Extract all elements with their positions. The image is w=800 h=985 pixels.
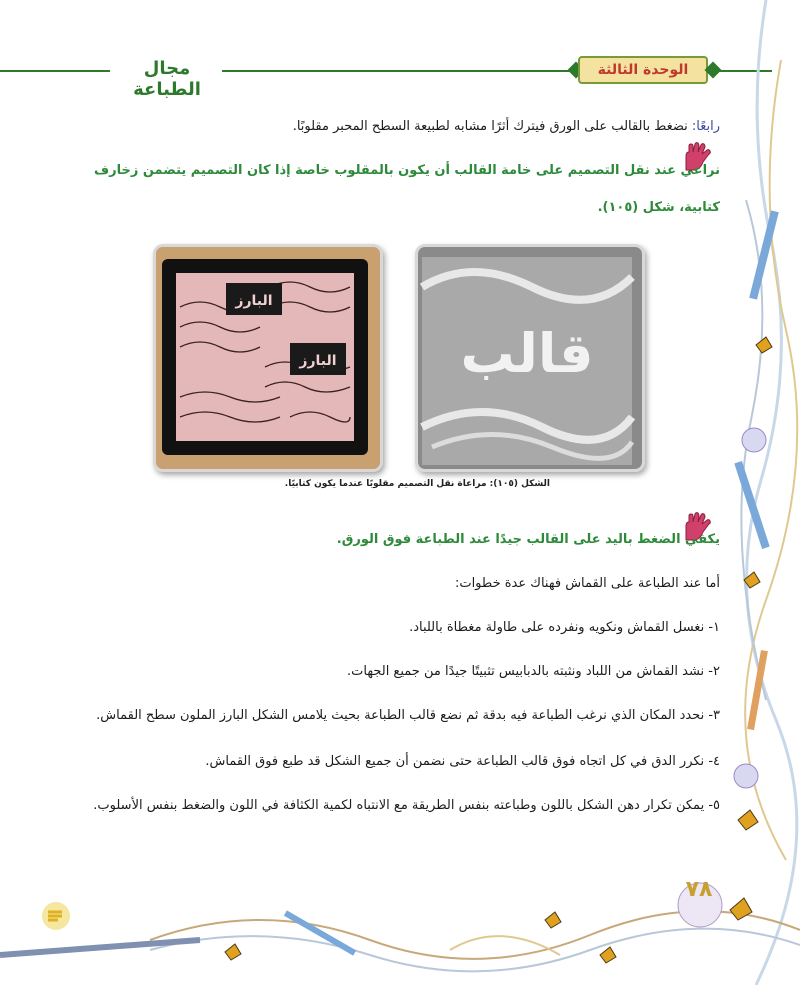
- note-one-line-one: نراعي عند نقل التصميم على خامة القالب أن يكون بالمقلوب خاصة إذا كان التصميم يتضمن زخارف: [94, 163, 720, 178]
- block-relief-text: قالب: [460, 322, 594, 385]
- step-item: ٤- نكرر الدق في كل اتجاه فوق قالب الطباعة حتى نضمن أن جميع الشكل قد طبع فوق القماش.: [205, 754, 720, 769]
- step-item: ١- نغسل القماش ونكويه ونفرده على طاولة مغطاة باللباد.: [409, 620, 720, 635]
- step-item: ٥- يمكن تكرار دهن الشكل باللون وطباعته بنفس الطريقة مع الانتباه لكمية الكثافة في اللون والضغط بنفس الأسلوب.: [93, 798, 720, 813]
- page-number: ٧٨: [685, 877, 713, 902]
- fabric-print-text-top: البارز: [235, 293, 273, 309]
- fabric-print-text-bottom: البارز: [299, 353, 337, 369]
- note-one-line-two: كتابية، شكل (١٠٥).: [597, 200, 720, 215]
- fabric-intro: أما عند الطباعة على القماش فهناك عدة خطوات:: [454, 576, 720, 591]
- header-rule-left: [0, 70, 110, 72]
- printing-block-photo: [415, 244, 645, 472]
- figure-caption: الشكل (١٠٥): مراعاة نقل التصميم مقلوبًا عندما يكون كتابيًا.: [284, 479, 550, 489]
- unit-badge: الوحدة الثالثة: [578, 56, 708, 84]
- side-decoration: [726, 0, 800, 985]
- step-four-text: نضغط بالقالب على الورق فيترك أثرًا مشابه لطبيعة السطح المحبر مقلوبًا.: [292, 119, 692, 134]
- publisher-logo-icon: [40, 900, 72, 932]
- header-rule-middle: [222, 70, 576, 72]
- step-four-label: رابعًا:: [691, 119, 720, 134]
- step-item: ٣- نحدد المكان الذي نرغب الطباعة فيه بدقة ثم نضع قالب الطباعة بحيث يلامس الشكل البارز الملون سطح القماش.: [96, 708, 720, 723]
- step-item: ٢- نشد القماش من اللباد ونثبته بالدبابيس تثبيتًا جيدًا من جميع الجهات.: [347, 664, 720, 679]
- printed-fabric-photo: [153, 244, 383, 472]
- field-title: مجال الطباعة: [133, 58, 201, 100]
- step-four-paragraph: [293, 117, 720, 137]
- note-two: يكفي الضغط باليد على القالب جيدًا عند الطباعة فوق الورق.: [336, 532, 720, 547]
